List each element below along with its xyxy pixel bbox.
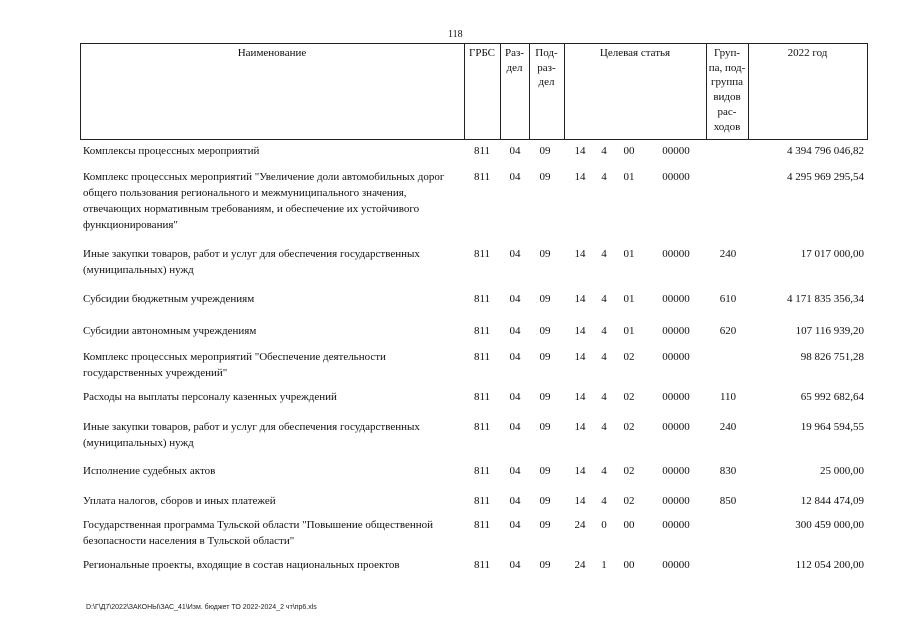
cell-target-type: 4: [601, 495, 607, 507]
cell-name: Комплекс процессных мероприятий "Обеспечение деятельности государственных учреждений": [83, 351, 386, 379]
cell-target-direction: 00000: [662, 248, 690, 260]
cell-target-program: 14: [574, 391, 586, 403]
cell-target-program: 14: [574, 145, 586, 157]
header-gruppa: Груп- па, под- группа видов рас- ходов: [708, 47, 746, 133]
cell-podrazdel: 09: [539, 495, 551, 507]
cell-grbs: 811: [473, 519, 491, 531]
cell-target-type: 4: [601, 421, 607, 433]
cell-target-direction: 00000: [662, 145, 690, 157]
cell-target-program: 14: [574, 325, 586, 337]
cell-razdel: 04: [509, 495, 521, 507]
cell-razdel: 04: [509, 325, 521, 337]
cell-expense-group: 620: [719, 325, 737, 337]
cell-podrazdel: 09: [539, 325, 551, 337]
cell-grbs: 811: [473, 421, 491, 433]
cell-target-direction: 00000: [662, 325, 690, 337]
cell-target-direction: 00000: [662, 391, 690, 403]
header-year: 2022 год: [787, 47, 828, 59]
cell-target-direction: 00000: [662, 293, 690, 305]
cell-podrazdel: 09: [539, 248, 551, 260]
cell-target-subprogram: 00: [623, 145, 635, 157]
cell-name: Уплата налогов, сборов и иных платежей: [83, 495, 276, 507]
cell-podrazdel: 09: [539, 171, 551, 183]
header-celevaya: Целевая статья: [599, 47, 671, 59]
cell-target-subprogram: 02: [623, 495, 635, 507]
cell-name: Расходы на выплаты персоналу казенных учреждений: [83, 391, 337, 403]
cell-name: Иные закупки товаров, работ и услуг для обеспечения государственных (муниципальных) нужд: [83, 421, 420, 449]
cell-name: Исполнение судебных актов: [83, 465, 216, 477]
cell-razdel: 04: [509, 421, 521, 433]
cell-podrazdel: 09: [539, 391, 551, 403]
header-border: [867, 43, 868, 139]
cell-grbs: 811: [473, 145, 491, 157]
cell-target-subprogram: 02: [623, 465, 635, 477]
cell-target-program: 14: [574, 465, 586, 477]
cell-podrazdel: 09: [539, 351, 551, 363]
cell-target-subprogram: 02: [623, 351, 635, 363]
cell-target-program: 24: [574, 519, 586, 531]
cell-target-type: 4: [601, 145, 607, 157]
cell-amount: 65 992 682,64: [800, 391, 864, 403]
cell-name: Субсидии автономным учреждениям: [83, 325, 257, 337]
cell-name: Иные закупки товаров, работ и услуг для обеспечения государственных (муниципальных) нужд: [83, 248, 420, 276]
header-grbs: [464, 46, 500, 61]
cell-razdel: 04: [509, 391, 521, 403]
header-grbs-text: ГРБС: [468, 47, 496, 59]
cell-target-type: 1: [601, 559, 607, 571]
cell-target-direction: 00000: [662, 495, 690, 507]
cell-razdel: 04: [509, 559, 521, 571]
cell-amount: 19 964 594,55: [800, 421, 864, 433]
cell-expense-group: 830: [719, 465, 737, 477]
cell-podrazdel: 09: [539, 421, 551, 433]
cell-name: Субсидии бюджетным учреждениям: [83, 293, 255, 305]
header-razdel: Раз- дел: [504, 47, 524, 74]
cell-razdel: 04: [509, 248, 521, 260]
cell-target-subprogram: 00: [623, 519, 635, 531]
cell-amount: 107 116 939,20: [795, 325, 864, 337]
cell-target-subprogram: 01: [623, 248, 635, 260]
file-path-footer: D:\Г\Д7\2022\ЗАКОНЫ\ЗАС_41\Изм. бюджет ТО 2022-2024_2 чт\пр6.xls: [86, 604, 317, 611]
cell-target-direction: 00000: [662, 465, 690, 477]
cell-razdel: 04: [509, 293, 521, 305]
cell-podrazdel: 09: [539, 293, 551, 305]
cell-razdel: 04: [509, 351, 521, 363]
cell-expense-group: 610: [719, 293, 737, 305]
cell-grbs: 811: [473, 495, 491, 507]
cell-name: Государственная программа Тульской области "Повышение общественной безопасности населения в Тульской области": [83, 519, 433, 547]
cell-target-direction: 00000: [662, 171, 690, 183]
cell-target-direction: 00000: [662, 519, 690, 531]
cell-target-type: 4: [601, 293, 607, 305]
cell-name: Комплекс процессных мероприятий "Увеличение доли автомобильных дорог общего пользования регионального и межмуниципального значения, отвечающих нормативным требованиям, и обеспечение их устойчивого функционирования": [83, 171, 445, 231]
cell-target-program: 14: [574, 293, 586, 305]
cell-target-type: 4: [601, 465, 607, 477]
cell-grbs: 811: [473, 248, 491, 260]
cell-name: Региональные проекты, входящие в состав национальных проектов: [83, 559, 400, 571]
cell-grbs: 811: [473, 325, 491, 337]
cell-expense-group: 240: [719, 248, 737, 260]
cell-amount: 4 171 835 356,34: [787, 293, 864, 305]
cell-target-type: 4: [601, 391, 607, 403]
cell-target-type: 4: [601, 248, 607, 260]
cell-target-direction: 00000: [662, 421, 690, 433]
cell-amount: 112 054 200,00: [795, 559, 864, 571]
cell-amount: 300 459 000,00: [795, 519, 864, 531]
cell-grbs: 811: [473, 559, 491, 571]
cell-expense-group: 240: [719, 421, 737, 433]
page-number: 118: [448, 29, 463, 40]
cell-target-program: 24: [574, 559, 586, 571]
cell-target-subprogram: 02: [623, 421, 635, 433]
cell-target-direction: 00000: [662, 351, 690, 363]
cell-razdel: 04: [509, 519, 521, 531]
cell-expense-group: 110: [719, 391, 737, 403]
cell-grbs: 811: [473, 171, 491, 183]
cell-razdel: 04: [509, 465, 521, 477]
cell-target-program: 14: [574, 351, 586, 363]
cell-podrazdel: 09: [539, 145, 551, 157]
cell-target-type: 4: [601, 171, 607, 183]
cell-target-program: 14: [574, 421, 586, 433]
cell-target-type: 4: [601, 325, 607, 337]
cell-razdel: 04: [509, 145, 521, 157]
cell-target-direction: 00000: [662, 559, 690, 571]
cell-grbs: 811: [473, 391, 491, 403]
cell-amount: 4 394 796 046,82: [787, 145, 864, 157]
cell-razdel: 04: [509, 171, 521, 183]
cell-target-program: 14: [574, 248, 586, 260]
cell-target-program: 14: [574, 495, 586, 507]
cell-target-subprogram: 00: [623, 559, 635, 571]
cell-amount: 17 017 000,00: [800, 248, 864, 260]
cell-target-subprogram: 01: [623, 171, 635, 183]
cell-target-type: 0: [601, 519, 607, 531]
cell-amount: 12 844 474,09: [800, 495, 864, 507]
cell-grbs: 811: [473, 351, 491, 363]
cell-target-subprogram: 01: [623, 325, 635, 337]
cell-target-subprogram: 02: [623, 391, 635, 403]
cell-grbs: 811: [473, 293, 491, 305]
cell-target-subprogram: 01: [623, 293, 635, 305]
header-bottom-border: [80, 139, 868, 140]
cell-expense-group: 850: [719, 495, 737, 507]
cell-grbs: 811: [473, 465, 491, 477]
header-name-text: Наименование: [237, 47, 307, 59]
cell-podrazdel: 09: [539, 519, 551, 531]
header-podrazdel: Под- раз- дел: [535, 47, 558, 89]
header-name: [80, 46, 464, 61]
cell-podrazdel: 09: [539, 465, 551, 477]
cell-amount: 4 295 969 295,54: [787, 171, 864, 183]
cell-name: Комплексы процессных мероприятий: [83, 145, 260, 157]
cell-target-type: 4: [601, 351, 607, 363]
cell-podrazdel: 09: [539, 559, 551, 571]
cell-amount: 98 826 751,28: [800, 351, 864, 363]
cell-amount: 25 000,00: [820, 465, 864, 477]
cell-target-program: 14: [574, 171, 586, 183]
header-top-border: [80, 43, 868, 44]
